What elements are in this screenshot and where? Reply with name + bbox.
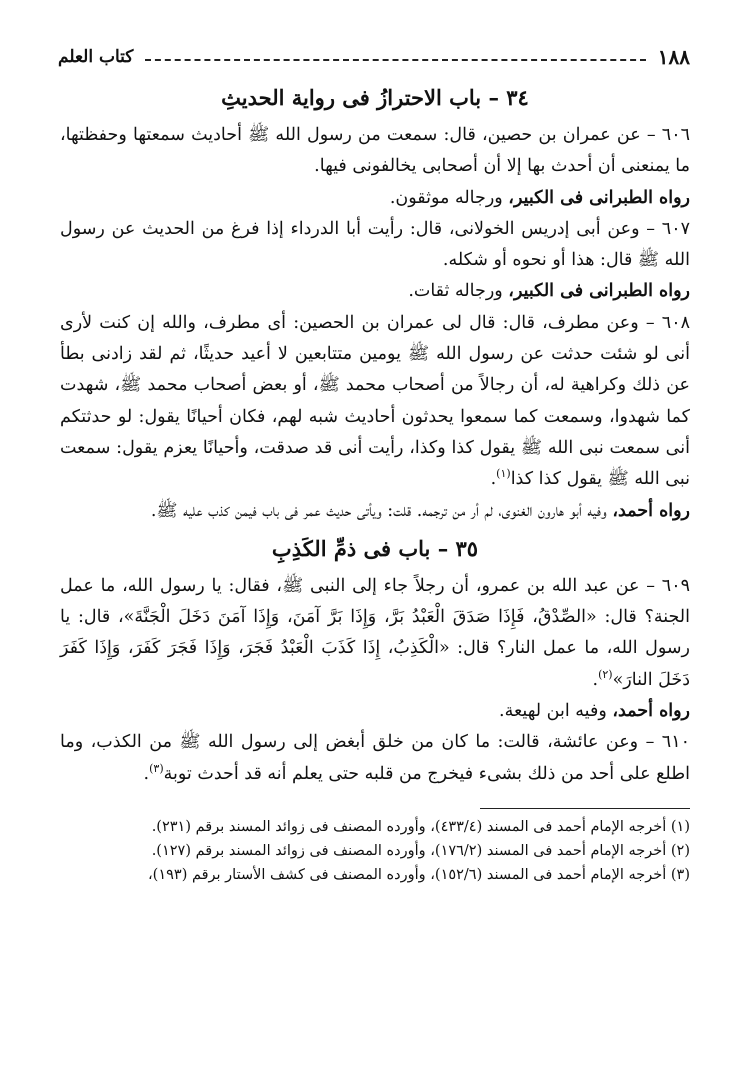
page-body	[60, 76, 690, 887]
note-text: وفيه أبو هارون الغنوى، لم أر من ترجمه. قلت: ويأتى حديث عمر فى باب فيمن كذب عليه ﷺ.	[150, 500, 613, 521]
hadith-609	[60, 571, 690, 696]
book-title: كتاب العلم	[58, 47, 134, 67]
narration-note	[60, 183, 690, 214]
section-heading: ٣٥ – باب فى ذمِّ الكَذِبِ	[271, 535, 479, 561]
hadith-608	[60, 308, 690, 496]
section-heading: ٣٤ – باب الاحترازُ فى رواية الحديثِ	[221, 85, 529, 110]
source-ref: رواه الطبرانى فى الكبير،	[508, 281, 690, 302]
hadith-607: ٦٠٧ – وعن أبى إدريس الخولانى، قال: رأيت أبا الدرداء إذا فرغ من الحديث عن رسول الله ﷺ قال: هذا أو نحوه أو شكله.	[60, 218, 690, 271]
note-text: وفيه ابن لهيعة.	[499, 701, 613, 722]
source-ref: رواه أحمد،	[612, 701, 690, 722]
footnote-3: (٣) أخرجه الإمام أحمد فى المسند (١٥٢/٦)، وأورده المصنف فى كشف الأستار برقم (١٩٣)،	[147, 866, 690, 883]
footnote-ref[interactable]: (١)	[496, 467, 511, 481]
running-header	[58, 44, 690, 70]
source-ref: رواه أحمد،	[612, 500, 690, 521]
source-ref: رواه الطبرانى فى الكبير،	[508, 187, 690, 208]
hadith-text: ٦٠٩ – عن عبد الله بن عمرو، أن رجلاً جاء إلى النبى ﷺ، فقال: يا رسول الله، ما عمل الجنة؟ قال: «الصِّدْقُ، فَإِذَا صَدَقَ الْعَبْدُ بَرَّ، وَإِذَا بَرَّ آمَنَ، وَإِذَا آمَنَ دَخَلَ الْجَنَّةَ»، قال: يا رسول الله، ما عمل النار؟ قال: «الْكَذِبُ، إِذَا كَذَبَ الْعَبْدُ فَجَرَ، وَإِذَا فَجَرَ كَفَرَ، وَإِذَا كَفَرَ دَخَلَ النارَ»	[60, 575, 690, 690]
note-text: ورجاله موثقون.	[389, 187, 509, 208]
page-number: ١٨٨	[657, 45, 690, 69]
narration-note	[60, 696, 690, 727]
narration-note	[60, 496, 690, 527]
hadith-end: .	[490, 469, 497, 490]
footnote-ref[interactable]: (٢)	[598, 667, 613, 681]
footnote-1: (١) أخرجه الإمام أحمد فى المسند (٤٣٣/٤)، وأورده المصنف فى زوائد المسند برقم (٢٣١).	[151, 818, 690, 835]
hadith-610	[60, 727, 690, 790]
narration-note	[60, 276, 690, 307]
hadith-text: ٦٠٨ – وعن مطرف، قال: قال لى عمران بن الحصين: أى مطرف، والله إن كنت لأرى أنى لو شئت حدثت عن رسول الله ﷺ يومين متتابعين لا أعيد حديثًا، ثم لقد زادنى بطأ عن ذلك وكراهية له، أن رجالاً من أصحاب محمد ﷺ، أو بعض أصحاب محمد ﷺ، شهدت كما شهدوا، وسمعت كما سمعوا يحدثون أحاديث شبه لهم، فكان أحيانًا يقول: لو حدثتكم أنى سمعت نبى الله ﷺ يقول كذا وكذا، رأيت أنى قد صدقت، وأحيانًا يعزم يقول: سمعت نبى الله ﷺ يقول كذا كذا	[60, 312, 690, 490]
hadith-text: ٦١٠ – وعن عائشة، قالت: ما كان من خلق أبغض إلى رسول الله ﷺ من الكذب، وما اطلع على أحد من ذلك بشىء فيخرج من قلبه حتى يعلم أنه قد أحدث توبة	[60, 732, 690, 784]
hadith-end: .	[143, 763, 150, 784]
footnote-separator	[480, 808, 690, 809]
hadith-end: .	[592, 669, 599, 690]
header-rule	[145, 59, 645, 61]
hadith-606: ٦٠٦ – عن عمران بن حصين، قال: سمعت من رسول الله ﷺ أحاديث سمعتها وحفظتها، ما يمنعنى أن أحدث بها إلا أن أصحابى يخالفونى فيها.	[60, 125, 690, 177]
footnote-2: (٢) أخرجه الإمام أحمد فى المسند (١٧٦/٢)، وأورده المصنف فى زوائد المسند برقم (١٢٧).	[151, 842, 690, 859]
footnote-ref[interactable]: (٣)	[149, 761, 164, 775]
note-text: ورجاله ثقات.	[408, 281, 509, 302]
